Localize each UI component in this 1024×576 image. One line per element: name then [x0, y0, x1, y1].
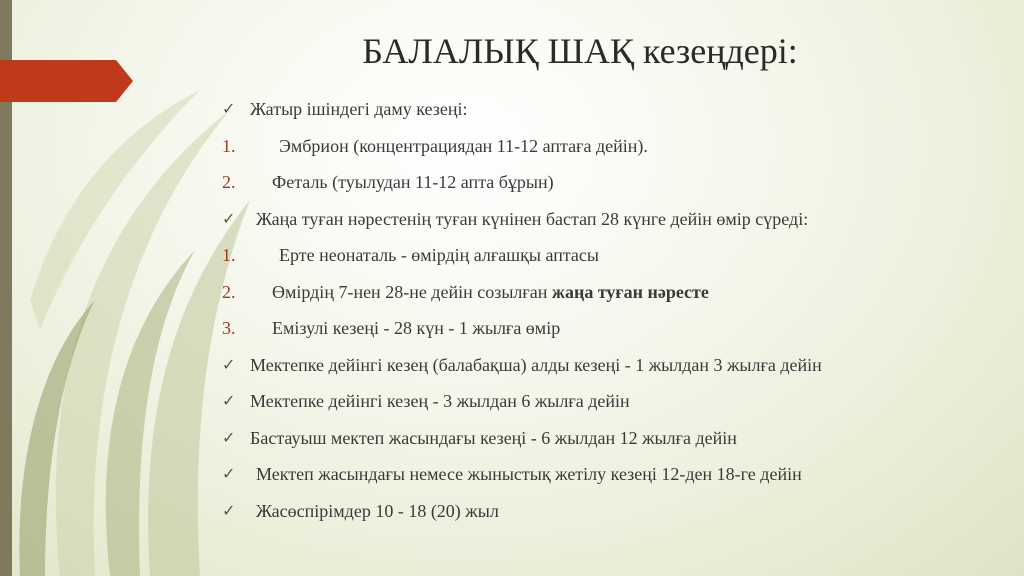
list-item	[222, 386, 1012, 423]
list-item-text: Жасөспірімдер 10 - 18 (20) жыл	[256, 500, 499, 521]
list-item-text-regular: Өмірдің 7-нен 28-не дейін созылған	[272, 281, 552, 302]
check-icon: ✓	[222, 391, 236, 410]
list-item-text: Мектепке дейінгі кезең - 3 жылдан 6 жылға дейін	[250, 391, 630, 411]
list-number: 1.	[222, 245, 236, 265]
list-item-text: Мектепке дейінгі кезең (балабақша) алды кезеңі - 1 жылдан 3 жылға дейін	[250, 354, 822, 375]
list-number: 1.	[222, 135, 236, 156]
list-item	[222, 240, 1012, 277]
check-icon: ✓	[222, 208, 236, 228]
list-item	[222, 94, 1012, 131]
list-item	[222, 204, 1012, 241]
check-icon: ✓	[222, 464, 236, 483]
list-item	[222, 496, 1012, 533]
list-item-text-bold: жаңа туған нәресте	[551, 281, 709, 302]
list-item	[222, 459, 1012, 496]
list-item-text: Бастауыш мектеп жасындағы кезеңі - 6 жылдан 12 жылға дейін	[250, 427, 737, 448]
red-arrow-tab	[0, 60, 133, 102]
list-item	[222, 167, 1012, 204]
list-item-text: Жаңа туған нәрестенің туған күнінен бастап 28 күнге дейін өмір сүреді:	[256, 208, 809, 229]
check-icon: ✓	[222, 99, 236, 118]
list-number: 2.	[222, 281, 236, 302]
list-item	[222, 423, 1012, 460]
list-number: 2.	[222, 172, 236, 192]
list-item-text: Ерте неонаталь - өмірдің алғашқы аптасы	[279, 245, 600, 265]
list-item-text	[272, 277, 709, 307]
list-number: 3.	[222, 318, 236, 338]
list-item	[222, 350, 1012, 387]
check-icon: ✓	[222, 500, 236, 520]
list-item	[222, 131, 1012, 168]
list-item-text: Мектеп жасындағы немесе жыныстық жетілу кезеңі 12-ден 18-ге дейін	[256, 464, 802, 484]
check-icon: ✓	[222, 354, 236, 374]
list-item-text: Емізулі кезеңі - 28 күн - 1 жылға өмір	[272, 318, 561, 338]
list-item-text: Феталь (туылудан 11-12 апта бұрын)	[272, 172, 554, 192]
list-item-text: Жатыр ішіндегі даму кезеңі:	[250, 99, 468, 119]
check-icon: ✓	[222, 427, 236, 447]
list-item	[222, 277, 1012, 314]
list-item-text: Эмбрион (концентрациядан 11-12 аптаға дейін).	[279, 135, 648, 156]
list-item	[222, 313, 1012, 350]
stage-list	[222, 94, 1012, 532]
slide-title: БАЛАЛЫҚ ШАҚ кезеңдері:	[362, 31, 798, 71]
